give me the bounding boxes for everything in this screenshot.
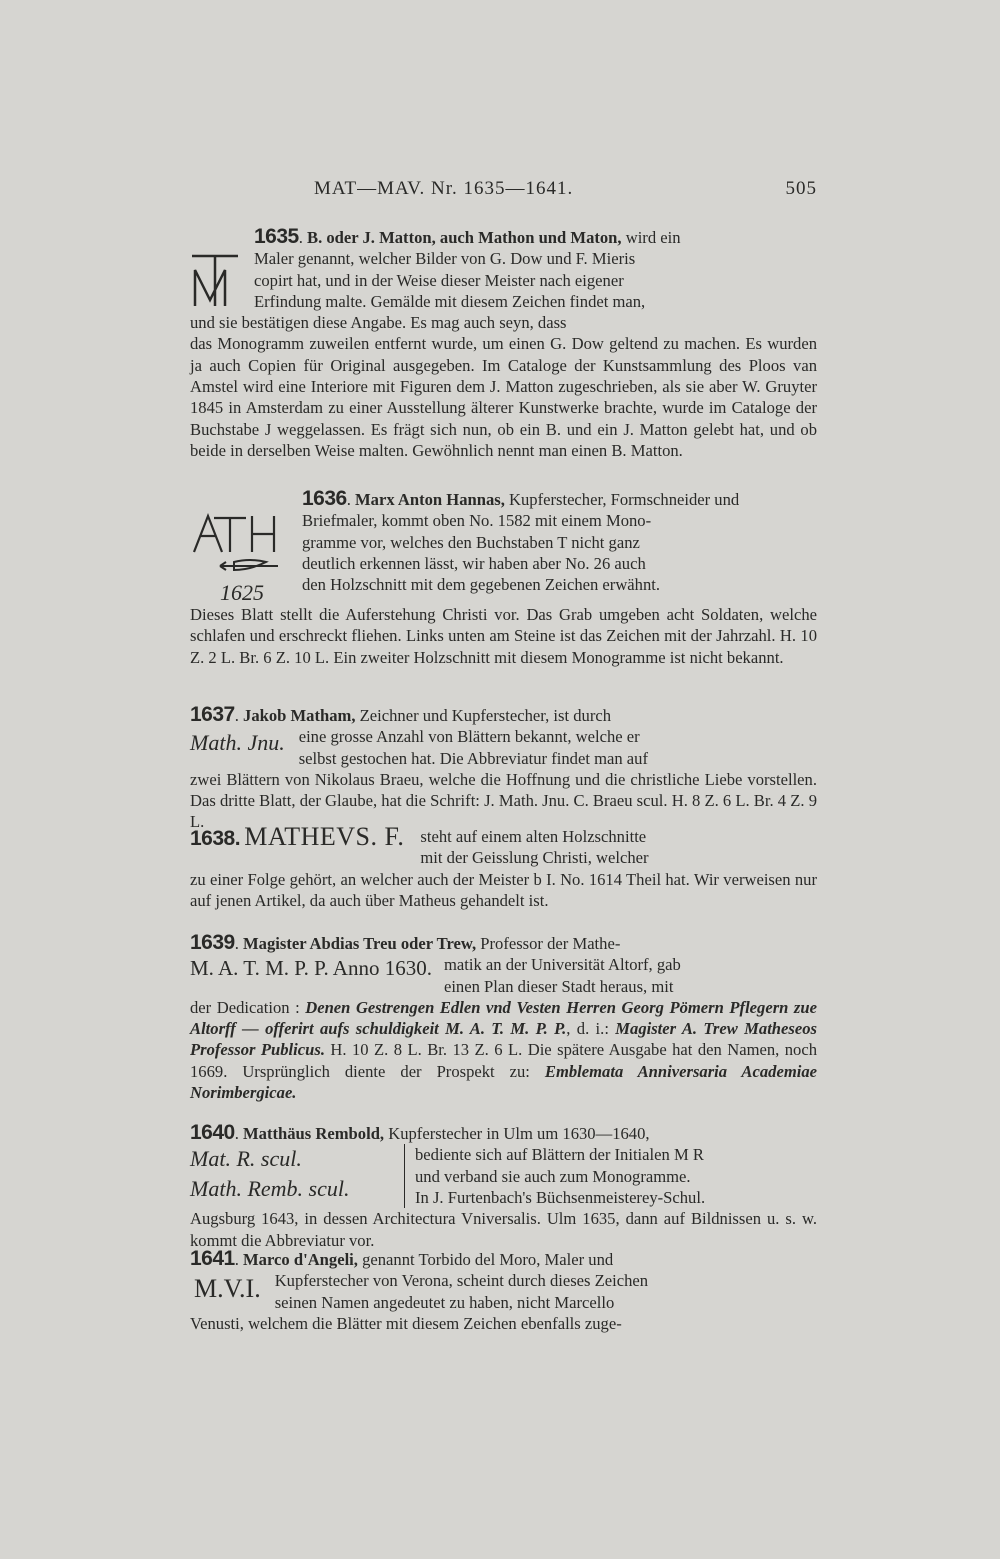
entry-1636: 1625 1636. Marx Anton Hannas, Kupferstecher, Formschneider und Briefmaler, kommt oben No. 1582 mit einem Mono- gramme vor, welches den Buchstaben T nicht ganz deutlich erkennen lässt, wir haben aber No. 26 auch den Holzschnitt mit dem gegebenen Zeichen erwähnt. Dieses Blatt stellt die Auferstehung Christi vor. Das Grab umgeben acht Soldaten, welche schlafen und erschreckt fliehen. Links unten am Steine ist das Zeichen mit der Jahrzahl. H. 10 Z. 2 L. Br. 6 Z. 10 L. Ein zweiter Holzschnitt mit diesem Monogramme ist nicht bekannt. (190, 487, 817, 667)
page-number: 505 (785, 178, 817, 199)
entry-text: das Monogramm zuweilen entfernt wurde, um einen G. Dow geltend zu machen. Es wurden ja auch Copien für Original ausgegeben. Im Cataloge der Kunstsammlung des Ploos van Amstel wird eine Interiore mit Figuren dem J. Matton zugeschrieben, als sie aber W. Gruyter 1845 in Amsterdam zu einer Ausstellung älterer Kunstwerke brachte, wurde im Cataloge der Buchstabe J weggelassen. Es frägt sich nun, ob ein B. und ein J. Matton gelebt hat, und ob beide in derselben Weise malten. Gewöhnlich nennt man einen B. Matton. (190, 334, 817, 460)
entry-text: zu einer Folge gehört, an welcher auch der Meister b I. No. 1614 Theil hat. Wir verweisen nur auf jenen Artikel, da auch über Matheus gehandelt ist. (190, 869, 817, 910)
entry-head: Marx Anton Hannas, (355, 490, 505, 509)
entry-text: Professor der Mathe- (476, 934, 621, 953)
entry-text: den Holzschnitt mit dem gegebenen Zeichen erwähnt. (302, 575, 661, 595)
entry-number: 1638. (190, 827, 241, 850)
entry-1641: 1641. Marco d'Angeli, genannt Torbido del Moro, Maler und M.V.I. Kupferstecher von Verona, scheint durch dieses Zeichen seinen Namen angedeutet zu haben, nicht Marcello Venusti, welchem die Blätter mit diesem Zeichen ebenfalls zuge- (190, 1248, 817, 1334)
entry-number: 1640 (190, 1121, 235, 1144)
entry-number: 1636 (302, 487, 347, 510)
abbreviation-mark: Math. Remb. scul. (190, 1176, 350, 1202)
entry-text: In J. Furtenbach's Büchsenmeisterey-Schul. (415, 1187, 706, 1207)
abbreviation-mark: M. A. T. M. P. P. Anno 1630. (190, 956, 432, 981)
entry-text: genannt Torbido del Moro, Maler und (357, 1250, 614, 1269)
entry-text: steht auf einem alten Holzschnitte (420, 827, 647, 846)
abbreviation-mark: Mat. R. scul. (190, 1146, 302, 1172)
entry-text: Zeichner und Kupferstecher, ist durch (355, 706, 612, 725)
entry-text: seinen Namen angedeutet zu haben, nicht Marcello (274, 1292, 615, 1312)
entry-text: Dieses Blatt stellt die Auferstehung Christi vor. Das Grab umgeben acht Soldaten, welche schlafen und erschreckt fliehen. Links unten am Steine ist das Zeichen mit der Jahrzahl. H. 10 Z. 2 L. Br. 6 Z. 10 L. Ein zweiter Holzschnitt mit diesem Monogramme ist nicht bekannt. (190, 605, 817, 667)
entry-text: deutlich erkennen lässt, wir haben aber No. 26 auch (302, 553, 646, 573)
entry-number: 1637 (190, 703, 235, 726)
entry-text: Kupferstecher in Ulm um 1630—1640, (384, 1124, 650, 1143)
entry-text: Kupferstecher, Formschneider und (504, 490, 740, 509)
entry-text: und verband sie auch zum Monogramme. (415, 1166, 691, 1186)
entry-text: mit der Geisslung Christi, welcher (420, 848, 649, 868)
entry-text: bediente sich auf Blättern der Initialen M R (415, 1145, 704, 1165)
entry-text: Kupferstecher von Verona, scheint durch dieses Zeichen (274, 1271, 649, 1291)
entry-head: B. oder J. Matton, auch Mathon und Maton, (307, 228, 622, 247)
entry-text: eine grosse Anzahl von Blättern bekannt, welche er (298, 727, 640, 747)
entry-text: Briefmaler, kommt oben No. 1582 mit einem Mono- (302, 511, 652, 531)
monogram-ath (190, 512, 290, 604)
entry-text: Maler genannt, welcher Bilder von G. Dow und F. Mieris (254, 249, 636, 269)
monogram-year: 1625 (220, 580, 264, 604)
entry-text: Erfindung malte. Gemälde mit diesem Zeichen findet man, (254, 291, 646, 311)
entry-text: wird ein (621, 228, 681, 247)
entry-text: matik an der Universität Altorf, gab (443, 955, 681, 975)
abbreviation-mark: M.V.I. (194, 1274, 261, 1304)
entry-1635: 1635. B. oder J. Matton, auch Mathon und Maton, wird ein Maler genannt, welcher Bilder von G. Dow und F. Mieris copirt hat, und in der Weise dieser Meister nach eigener Erfindung malte. Gemälde mit diesem Zeichen findet man, und sie bestätigen diese Angabe. Es mag auch seyn, dass das Monogramm zuweilen entfernt wurde, um einen G. Dow geltend zu machen. Es wurden ja auch Copien für Original ausgegeben. Im Cataloge der Kunstsammlung des Ploos van Amstel wird eine Interiore mit Figuren dem J. Matton zugeschrieben, als sie aber W. Gruyter 1845 in Amsterdam zu einer Ausstellung älterer Kunstwerke brachte, wurde im Cataloge der Buchstabe J weggelassen. Es frägt sich nun, ob ein B. und ein J. Matton gelebt hat, und ob beide in derselben Weise malten. Gewöhnlich nennt man einen B. Matton. (190, 225, 817, 460)
entry-text: und sie bestätigen diese Angabe. Es mag auch seyn, dass (190, 313, 567, 333)
header-title: MAT—MAV. Nr. 1635—1641. (314, 178, 574, 199)
entry-1640: 1640. Matthäus Rembold, Kupferstecher in Ulm um 1630—1640, Mat. R. scul. Math. Remb. scul. bediente sich auf Blättern der Initialen M R und verband sie auch zum Monogramme. In J. Furtenbach's Büchsenmeisterey-Schul. Augsburg 1643, in dessen Architectura Vniversalis. Ulm 1635, dann auf Bildnissen u. s. w. kommt die Abbreviatur vor. (190, 1121, 817, 1250)
entry-text: Venusti, welchem die Blätter mit diesem Zeichen ebenfalls zuge- (190, 1313, 622, 1333)
entry-text: einen Plan dieser Stadt heraus, mit (443, 976, 674, 996)
monogram-mt (190, 250, 242, 310)
entry-head: Matthäus Rembold, (243, 1124, 385, 1143)
entry-text: der Dedication : Denen Gestrengen Edlen vnd Vesten Herren Georg Pömern Pflegern zue Altorff — offerirt aufs schuldigkeit M. A. T. M. P. P., d. i.: Magister A. Trew Matheseos Professor Publicus. H. 10 Z. 8 L. Br. 13 Z. 6 L. Die spätere Ausgabe hat den Namen, noch 1669. Ursprünglich diente der Prospekt zu: Emblemata Anniversaria Academiae Norimbergicae. (190, 997, 818, 1103)
entry-text: copirt hat, und in der Weise dieser Meister nach eigener (254, 270, 624, 290)
entry-text: Augsburg 1643, in dessen Architectura Vniversalis. Ulm 1635, dann auf Bildnissen u. s. w. kommt die Abbreviatur vor. (190, 1209, 817, 1250)
abbreviation-mark: Math. Jnu. (190, 730, 285, 756)
abbreviation-mark: MATHEVS. F. (244, 822, 405, 851)
running-header (190, 178, 817, 208)
entry-1639: 1639. Magister Abdias Treu oder Trew, Professor der Mathe- M. A. T. M. P. P. Anno 1630. matik an der Universität Altorf, gab einen Plan dieser Stadt heraus, mit der Dedication : Denen Gestrengen Edlen vnd Vesten Herren Georg Pömern Pflegern zue Altorff — offerirt aufs schuldigkeit M. A. T. M. P. P., d. i.: Magister A. Trew Matheseos Professor Publicus. H. 10 Z. 8 L. Br. 13 Z. 6 L. Die spätere Ausgabe hat den Namen, noch 1669. Ursprünglich diente der Prospekt zu: Emblemata Anniversaria Academiae Norimbergicae. (190, 931, 818, 1103)
entry-head: Marco d'Angeli, (243, 1250, 358, 1269)
entry-1637: 1637. Jakob Matham, Zeichner und Kupferstecher, ist durch Math. Jnu. eine grosse Anzahl von Blättern bekannt, welche er selbst gestochen hat. Die Abbreviatur findet man auf zwei Blättern von Nikolaus Braeu, welche die Hoffnung und die christliche Liebe vorstellen. Das dritte Blatt, der Glaube, hat die Schrift: J. Math. Jnu. C. Braeu scul. H. 8 Z. 6 L. Br. 4 Z. 9 L. (190, 703, 817, 832)
entry-1638 (190, 822, 817, 911)
entry-number: 1639 (190, 931, 235, 954)
entry-head: Jakob Matham, (243, 706, 356, 725)
entry-text: zwei Blättern von Nikolaus Braeu, welche die Hoffnung und die christliche Liebe vorstellen. Das dritte Blatt, der Glaube, hat die Schrift: J. Math. Jnu. C. Braeu scul. H. 8 Z. 6 L. Br. 4 Z. 9 L. (190, 769, 817, 832)
entry-number: 1641 (190, 1247, 235, 1270)
entry-number: 1635 (254, 225, 299, 248)
entry-head: Magister Abdias Treu oder Trew, (243, 934, 477, 953)
entry-text: gramme vor, welches den Buchstaben T nicht ganz (302, 532, 640, 552)
entry-text: selbst gestochen hat. Die Abbreviatur findet man auf (298, 748, 648, 768)
